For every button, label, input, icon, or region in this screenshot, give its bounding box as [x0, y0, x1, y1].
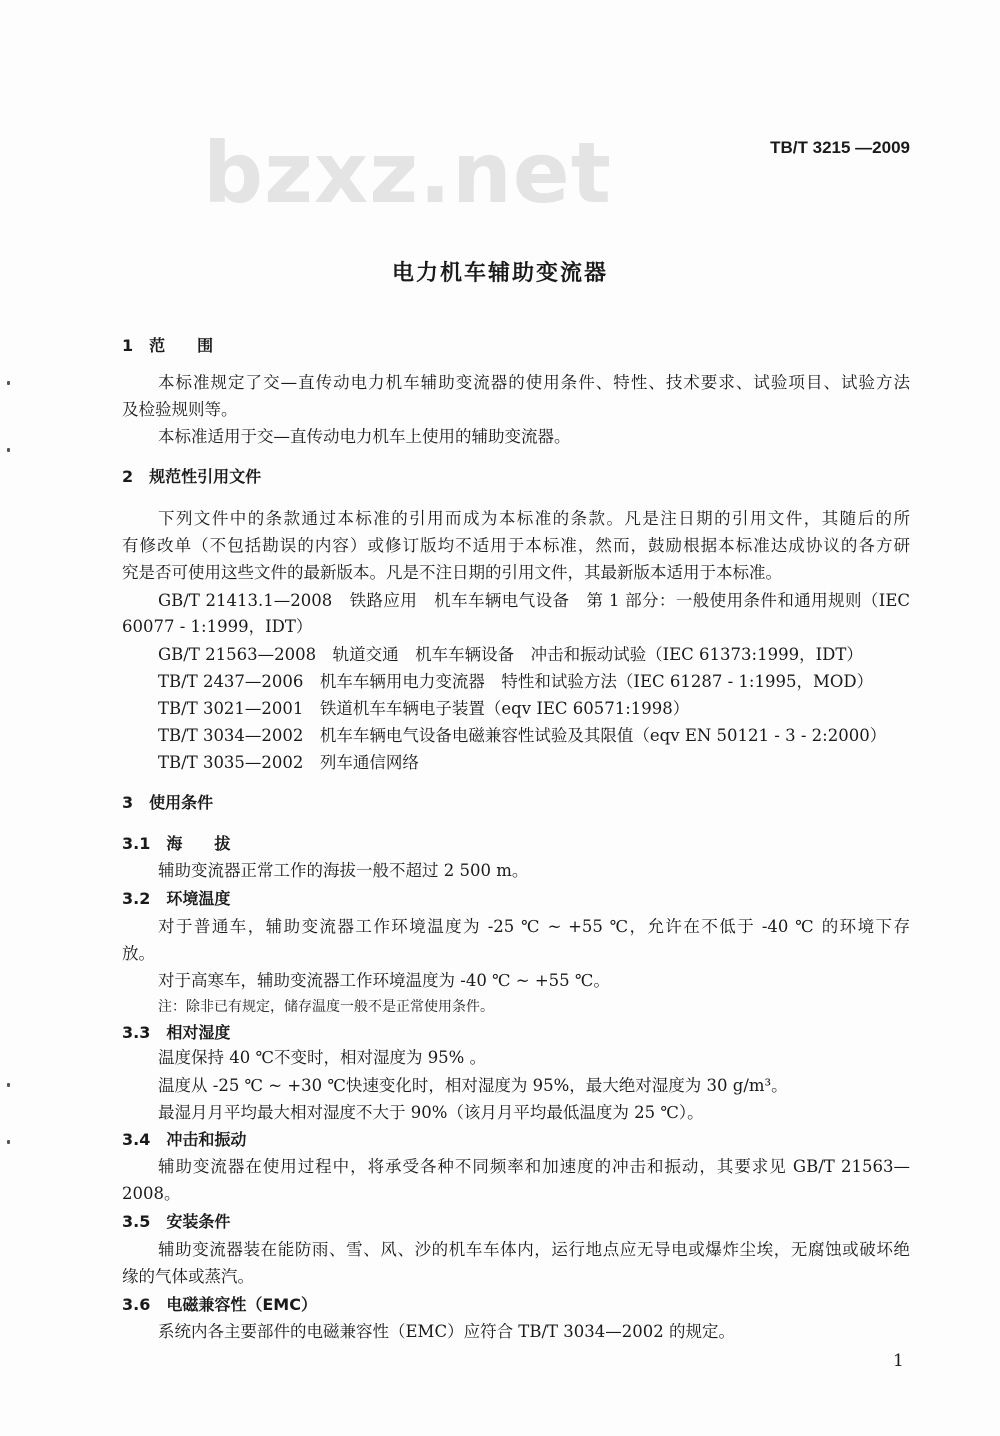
subsection-heading: 3.5 安装条件 — [122, 1212, 231, 1231]
paragraph-line: 辅助变流器在使用过程中，将承受各种不同频率和加速度的冲击和振动，其要求见 GB/T 21563— — [158, 1157, 910, 1176]
paragraph-line: 本标准适用于交—直传动电力机车上使用的辅助变流器。 — [158, 427, 571, 446]
reference-item: TB/T 2437—2006 机车车辆用电力变流器 特性和试验方法（IEC 61287 - 1:1995，MOD） — [158, 672, 874, 691]
paragraph-line: 辅助变流器正常工作的海拔一般不超过 2 500 m。 — [158, 861, 529, 880]
scan-mark — [7, 448, 10, 452]
paragraph-line: 及检验规则等。 — [122, 400, 238, 419]
paragraph-line: 对于高寒车，辅助变流器工作环境温度为 -40 ℃ ~ +55 ℃。 — [158, 971, 610, 990]
subsection-heading: 3.3 相对湿度 — [122, 1023, 231, 1042]
page-number: 1 — [893, 1351, 904, 1371]
section-heading: 1 范 围 — [122, 336, 214, 355]
paragraph-line: 辅助变流器装在能防雨、雪、风、沙的机车车体内，运行地点应无导电或爆炸尘埃，无腐蚀或破坏绝 — [158, 1240, 910, 1259]
reference-item: GB/T 21413.1—2008 铁路应用 机车车辆电气设备 第 1 部分：一般使用条件和通用规则（IEC — [158, 591, 910, 610]
section-heading: 3 使用条件 — [122, 793, 214, 812]
reference-item: TB/T 3021—2001 铁道机车车辆电子装置（eqv IEC 60571:1998） — [158, 699, 690, 718]
subsection-heading: 3.1 海 拔 — [122, 834, 231, 853]
page-title: 电力机车辅助变流器 — [391, 261, 608, 286]
paragraph-line: 2008。 — [122, 1184, 181, 1203]
paragraph-line: 最湿月月平均最大相对湿度不大于 90%（该月月平均最低温度为 25 ℃）。 — [158, 1103, 704, 1122]
note: 注：除非已有规定，储存温度一般不是正常使用条件。 — [158, 999, 494, 1015]
paragraph-line: 系统内各主要部件的电磁兼容性（EMC）应符合 TB/T 3034—2002 的规定。 — [158, 1322, 735, 1341]
reference-item: GB/T 21563—2008 轨道交通 机车车辆设备 冲击和振动试验（IEC 61373:1999，IDT） — [158, 645, 863, 664]
document-id: TB/T 3215 —2009 — [770, 138, 910, 157]
watermark: bzxz.net — [203, 124, 612, 222]
reference-item: 60077 - 1:1999，IDT） — [122, 617, 313, 636]
reference-item: TB/T 3035—2002 列车通信网络 — [158, 753, 419, 772]
scan-mark — [7, 1083, 10, 1087]
paragraph-line: 对于普通车，辅助变流器工作环境温度为 -25 ℃ ~ +55 ℃，允许在不低于 -40 ℃ 的环境下存 — [158, 917, 910, 936]
paragraph-line: 放。 — [122, 944, 155, 963]
paragraph-line: 温度保持 40 ℃不变时，相对湿度为 95% 。 — [158, 1048, 487, 1067]
paragraph-line: 缘的气体或蒸汽。 — [122, 1267, 254, 1286]
paragraph-line: 有修改单（不包括勘误的内容）或修订版均不适用于本标准，然而，鼓励根据本标准达成协议的各方研 — [122, 536, 910, 555]
subsection-heading: 3.6 电磁兼容性（EMC） — [122, 1295, 317, 1314]
section-heading: 2 规范性引用文件 — [122, 467, 262, 486]
subsection-heading: 3.2 环境温度 — [122, 889, 231, 908]
paragraph-line: 温度从 -25 ℃ ~ +30 ℃快速变化时，相对湿度为 95%，最大绝对湿度为 30 g/m³。 — [158, 1076, 788, 1095]
paragraph-line: 究是否可使用这些文件的最新版本。凡是不注日期的引用文件，其最新版本适用于本标准。 — [122, 563, 782, 582]
scan-mark — [7, 381, 10, 385]
subsection-heading: 3.4 冲击和振动 — [122, 1130, 247, 1149]
reference-item: TB/T 3034—2002 机车车辆电气设备电磁兼容性试验及其限值（eqv EN 50121 - 3 - 2:2000） — [158, 726, 887, 745]
paragraph-line: 本标准规定了交—直传动电力机车辅助变流器的使用条件、特性、技术要求、试验项目、试验方法 — [158, 373, 910, 392]
paragraph-line: 下列文件中的条款通过本标准的引用而成为本标准的条款。凡是注日期的引用文件，其随后的所 — [158, 509, 910, 528]
scan-mark — [7, 1140, 10, 1144]
